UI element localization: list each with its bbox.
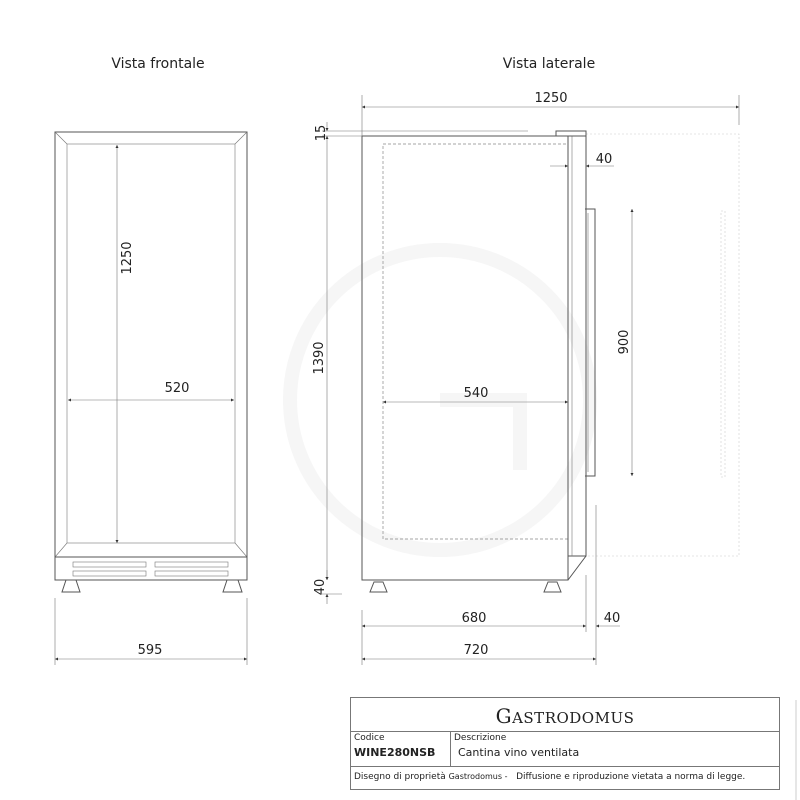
dim-total-depth: 720 (463, 643, 489, 658)
front-view (55, 132, 247, 665)
brand-initial: G (495, 704, 513, 728)
dim-handle-depth: 40 (603, 611, 621, 626)
front-base (55, 557, 247, 580)
footer-brand: Gastrodomus - (448, 772, 508, 781)
side-foot-rear (370, 582, 387, 592)
front-door-outer (55, 132, 247, 557)
dim-feet-height: 40 (313, 578, 328, 596)
side-view-title: Vista laterale (502, 56, 596, 72)
footer-prefix: Disegno di proprietà (354, 772, 446, 782)
front-door-glass (67, 144, 235, 543)
brand-name: ASTRODOMUS (512, 709, 635, 727)
open-door-handle (721, 211, 725, 477)
watermark-logo (290, 250, 590, 550)
dim-open-depth: 1250 (534, 91, 568, 106)
dim-handle-length: 900 (617, 329, 632, 355)
dim-body-depth: 680 (461, 611, 487, 626)
front-foot-right (223, 580, 242, 592)
inner-compartment (383, 144, 568, 539)
dim-total-width: 595 (137, 643, 163, 658)
description-value: Cantina vino ventilata (458, 746, 580, 759)
code-label: Codice (354, 733, 385, 743)
dim-door-thickness: 40 (595, 152, 613, 167)
brand-logo (351, 698, 779, 732)
title-block (350, 697, 780, 790)
dim-inner-height: 1250 (120, 241, 135, 275)
front-foot-left (62, 580, 80, 592)
side-view (312, 91, 739, 665)
dim-inner-width: 520 (164, 381, 190, 396)
footer-notice: Diffusione e riproduzione vietata a norma di legge. (516, 772, 746, 782)
code-value: WINE280NSB (354, 746, 436, 759)
side-foot-front (544, 582, 561, 592)
dim-total-height: 1390 (312, 341, 327, 375)
dim-inner-depth: 540 (463, 386, 489, 401)
vent-grille (73, 562, 228, 576)
open-door-outline (586, 134, 739, 556)
description-label: Descrizione (454, 733, 507, 743)
dim-top-cap: 15 (314, 124, 329, 142)
top-hinge-cap (556, 131, 586, 136)
front-view-title: Vista frontale (111, 56, 205, 72)
copyright-notice (351, 767, 779, 787)
